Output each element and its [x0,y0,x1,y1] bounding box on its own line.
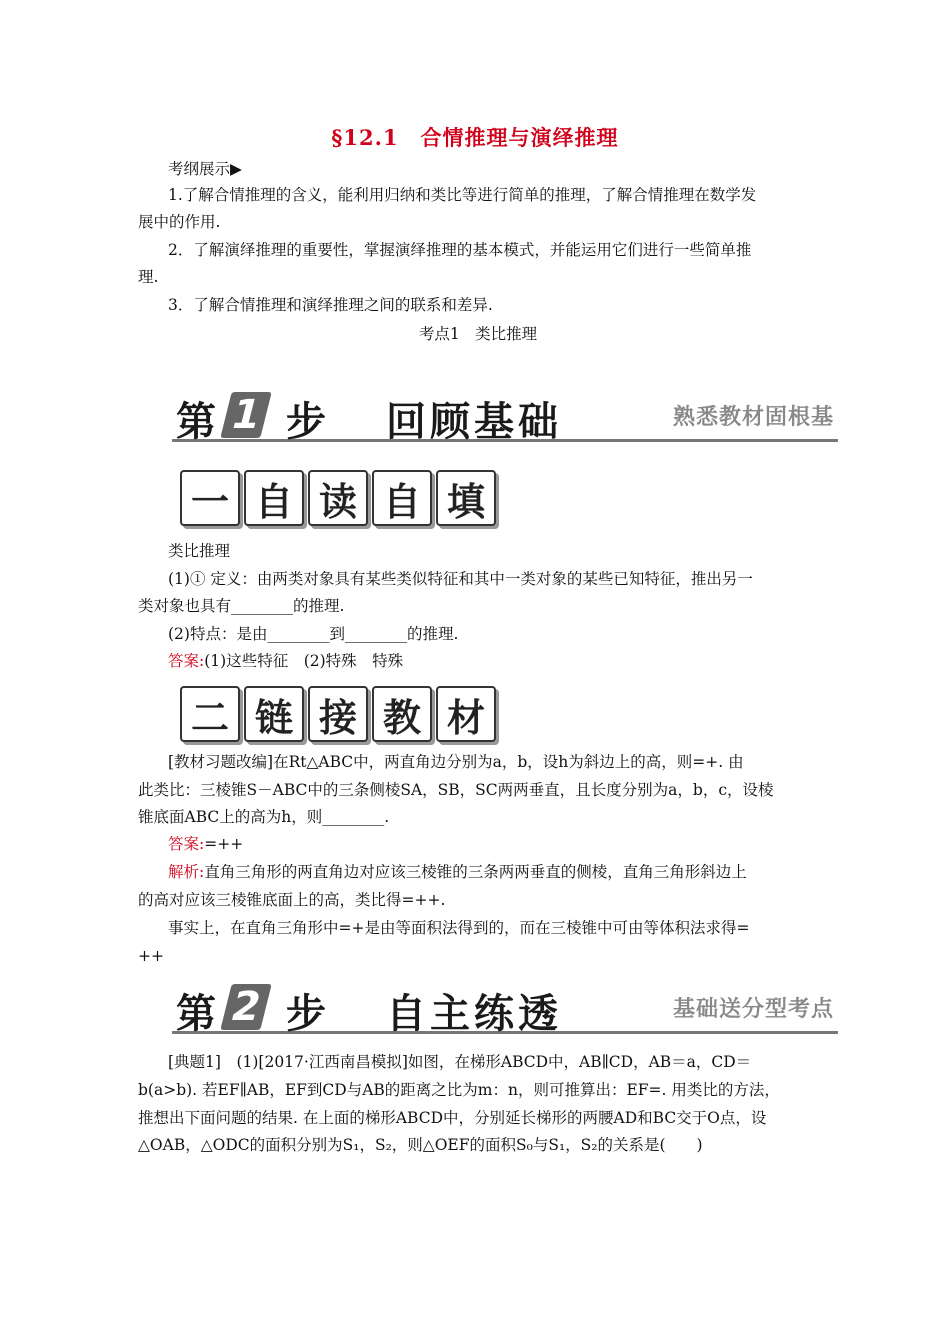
section1-line1b: 类对象也具有________的推理. [138,597,345,615]
step2-pre: 第 [176,991,216,1037]
section2-fact-1: 事实上，在直角三角形中=+是由等面积法得到的，而在三棱锥中可由等体积法求得= [168,919,750,937]
outline-item-2a: 2．了解演绎推理的重要性，掌握演绎推理的基本模式，并能运用它们进行一些简单推 [168,241,752,259]
dianti-line1: [典题1] (1)[2017·江西南昌模拟]如图，在梯形ABCD中，AB∥CD，AB＝a，CD＝ [168,1053,752,1071]
dianti-line4: △OAB，△ODC的面积分别为S₁，S₂，则△OEF的面积S₀与S₁，S₂的关系是( ) [138,1136,703,1154]
step2-post: 步 [286,991,326,1037]
section2-jiexi-2: 的高对应该三棱锥底面上的高，类比得=++. [138,891,446,909]
section2-line2: 此类比：三棱锥S－ABC中的三条侧棱SA，SB，SC两两垂直，且长度分别为a，b，c，设棱 [138,781,774,799]
dianti-line3: 推想出下面问题的结果. 在上面的梯形ABCD中，分别延长梯形的两腰AD和BC交于O点，设 [138,1109,767,1127]
outline-item-1b: 展中的作用. [138,213,221,231]
section1-line2: (2)特点：是由________到________的推理. [168,625,459,643]
step1-pre: 第 [176,399,216,445]
step1-main: 回顾基础 [386,399,562,445]
step1-post: 步 [286,399,326,445]
outline-item-3: 3．了解合情推理和演绎推理之间的联系和差异. [168,296,493,314]
answer-text: =++ [204,835,244,853]
jiexi-label: 解析: [168,863,205,881]
section2-line1: [教材习题改编]在Rt△ABC中，两直角边分别为a，b，设h为斜边上的高，则=+. 由 [168,753,744,771]
box-char: 材 [436,686,496,742]
box-char: 读 [308,470,368,526]
outline-label: 考纲展示▶ [168,160,242,178]
outline-item-2b: 理. [138,268,159,286]
step2-banner [172,980,838,1040]
step2-main: 自主练透 [386,991,562,1037]
page-title: §12.1 合情推理与演绎推理 [331,125,619,150]
step2-sub: 基础送分型考点 [672,997,834,1022]
box-char: 二 [180,686,240,742]
box-char: 自 [372,470,432,526]
outline-item-1a: 1.了解合情推理的含义，能利用归纳和类比等进行简单的推理，了解合情推理在数学发 [168,186,757,204]
kaodian-heading: 考点1 类比推理 [418,325,538,343]
step1-number: 1 [220,392,271,438]
section1-heading: 类比推理 [168,542,231,560]
dianti-line2: b(a>b). 若EF∥AB，EF到CD与AB的距离之比为m：n，则可推算出：EF=. 用类比的方法， [138,1081,780,1099]
box-heading-2 [180,686,496,742]
box-char: 自 [244,470,304,526]
box-char: 填 [436,470,496,526]
box-char: 一 [180,470,240,526]
answer-text: (1)这些特征 (2)特殊 特殊 [204,652,404,670]
answer-label: 答案: [168,652,205,670]
step1-banner [172,388,838,448]
box-heading-1 [180,470,496,526]
step1-sub: 熟悉教材固根基 [672,405,834,430]
section2-line3: 锥底面ABC上的高为h，则________. [138,808,390,826]
section2-jiexi-1 [138,858,848,886]
section2-answer [138,830,848,858]
section2-fact-2: ++ [138,947,164,965]
jiexi-text: 直角三角形的两直角边对应该三棱锥的三条两两垂直的侧棱，直角三角形斜边上 [204,863,747,881]
section1-answer [138,647,848,675]
answer-label: 答案: [168,835,205,853]
step2-number: 2 [220,984,271,1030]
section1-line1a: (1)① 定义：由两类对象具有某些类似特征和其中一类对象的某些已知特征，推出另一 [168,570,753,588]
box-char: 接 [308,686,368,742]
box-char: 链 [244,686,304,742]
box-char: 教 [372,686,432,742]
